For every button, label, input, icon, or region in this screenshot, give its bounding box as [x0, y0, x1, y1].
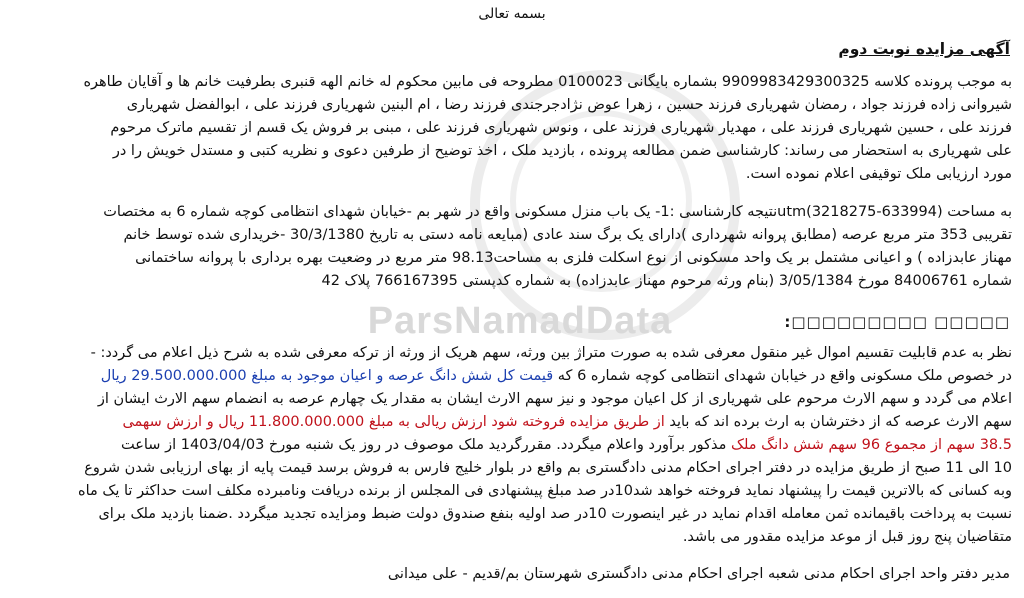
- watermark: ParsNamadData: [367, 300, 673, 342]
- paragraph3-line: 10 الی 11 صبح از طریق مزایده در دفتر اجرای احکام مدنی دادگستری بم واقع در بلوار خلیج فارس به فروش برسد قیمت پایه از بهای ارزیابی شدن شروع: [84, 460, 1012, 476]
- paragraph1-line: شیروانی زاده فرزند جواد ، رمضان شهریاری فرزند حسین ، زهرا عوض نژادجرجندی فرزند رضا ، ام البنین شهریاری فرزند علی ، ابوالفضل شهریاری: [126, 97, 1012, 113]
- basmala-header: بسمه تعالی: [478, 6, 546, 22]
- paragraph3-line: نظر به عدم قابلیت تقسیم اموال غیر منقول معرفی شده به صورت متراژ بین ورثه، سهم هریک از ورثه از ترکه معرفی شده به شرح ذیل اعلام می گردد: -: [90, 345, 1012, 361]
- paragraph2-line: شماره 84006761 مورخ 3/05/1384 (بنام ورثه مرحوم مهناز عابدزاده) به شماره کدپستی 766167395 پلاک 42: [321, 273, 1012, 289]
- section-heading: □□□□□ □□□□□□□□□:: [784, 313, 1010, 331]
- paragraph3-line: [12, 412, 1012, 433]
- paragraph3-line: [12, 435, 1012, 456]
- paragraph3-line: [12, 366, 1012, 387]
- paragraph3-line: نسبت به پرداخت باقیمانده ثمن معامله اقدام نماید در غیر اینصورت 10در صد اولیه بنفع صندوق دولت ضبط ومزایده تجدید میگردد .ضمنا بازدید ملک برای: [98, 506, 1012, 522]
- paragraph1-line: علی شهریاری به استحضار می رساند: کارشناسی ضمن مطالعه پرونده ، بازدید ملک ، اخذ توضیح از طرفین دعوی و نظریه کتبی و مستدل خویش را در: [112, 143, 1012, 159]
- share-highlight: 38.5 سهم از مجموع 96 سهم شش دانگ ملک: [731, 437, 1012, 453]
- paragraph3-text: مذکور برآورد واعلام میگردد. مقررگردید ملک موصوف در روز یک شنبه مورخ 1403/04/03 از ساعت: [121, 437, 732, 453]
- paragraph3-line: وبه کسانی که بالاترین قیمت را پیشنهاد نماید فروخته خواهد شد10در صد مبلغ پیشنهادی فی المجلس از برنده دریافت ونامبرده مکلف است حداکثر تا یک ماه: [78, 483, 1012, 499]
- paragraph1-line: فرزند علی ، حسین شهریاری فرزند علی ، مهدیار شهریاری فرزند علی ، ونوس شهریاری فرزند علی ، مبنی بر فروش یک قسم از تقسیم ماترک مرحوم: [110, 120, 1012, 136]
- paragraph3-line: اعلام می گردد و سهم الارث مرحوم علی شهریاری از کل اعیان موجود و نیز سهم الارث ایشان به مقدار یک چهارم عرصه به انضمام سهم الارث ایشان از: [97, 391, 1012, 407]
- paragraph3-line: متقاضیان پنج روز قبل از موعد مزایده مقدور می باشد.: [682, 529, 1012, 545]
- paragraph1-line: به موجب پرونده کلاسه 9909983429300325 بشماره بایگانی 0100023 مطروحه فی مابین محکوم له خانم الهه قنبری بطرفیت خانم ها و آقایان طاهره: [83, 74, 1012, 90]
- paragraph2-line: مهناز عابدزاده ) و اعیانی مشتمل بر یک واحد مسکونی از نوع اسکلت فلزی به مساحت98.13 متر مربع در وضعیت بهره برداری با پروانه ساختمانی: [135, 250, 1012, 266]
- paragraph3-text: سهم الارث عرصه که از دخترشان به ارث برده اند که باید: [664, 414, 1012, 430]
- paragraph2-line: تقریبی 353 متر مربع عرصه (مطابق پروانه شهرداری )دارای یک برگ سند عادی (مبایعه نامه دستی به تاریخ 30/3/1380 -خریداری شده توسط خانم: [123, 227, 1012, 243]
- auction-value-highlight: از طریق مزایده فروخته شود ارزش ریالی به مبلغ 11.800.000.000 ریال و ارزش سهمی: [122, 414, 665, 430]
- paragraph2-line: به مساحت (633994-3218275)utmنتیجه کارشناسی :1- یک باب منزل مسکونی واقع در شهر بم -خیابان شهدای انتظامی کوچه شماره 6 به مختصات: [103, 204, 1012, 220]
- paragraph3-text: در خصوص ملک مسکونی واقع در خیابان شهدای انتظامی کوچه شماره 6 که: [553, 368, 1012, 384]
- notice-title: آگهی مزایده نوبت دوم: [838, 40, 1010, 58]
- paragraph1-line: مورد ارزیابی ملک توقیفی اعلام نموده است.: [745, 166, 1012, 182]
- signature: مدیر دفتر واحد اجرای احکام مدنی شعبه اجرای احکام مدنی دادگستری شهرستان بم/قدیم - علی میدانی: [387, 566, 1010, 582]
- total-value-highlight: قیمت کل شش دانگ عرصه و اعیان موجود به مبلغ 29.500.000.000 ریال: [100, 368, 554, 384]
